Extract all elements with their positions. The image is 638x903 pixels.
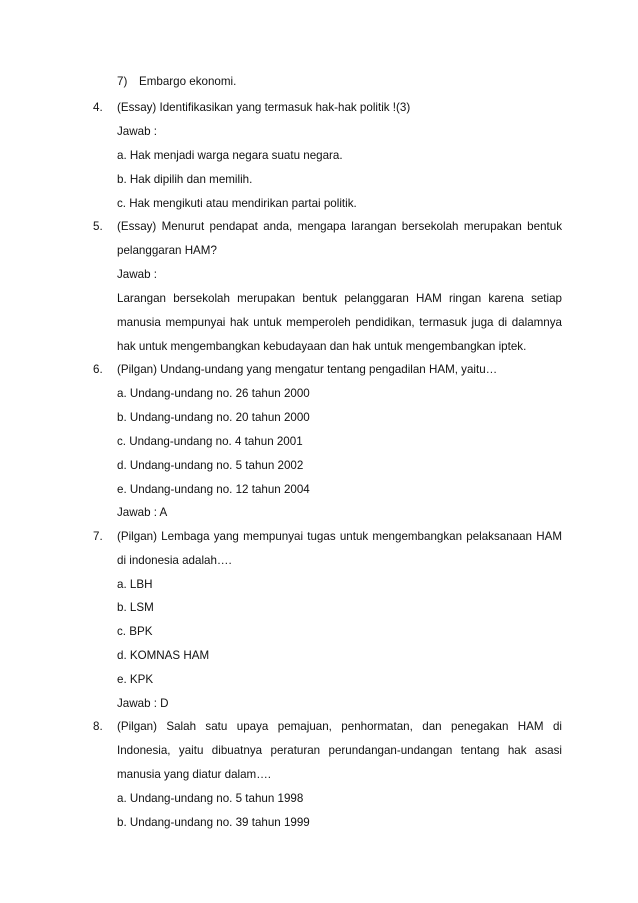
question-4-answer-label: Jawab : bbox=[117, 125, 157, 138]
question-7-text-line-1: (Pilgan) Lembaga yang mempunyai tugas untuk mengembangkan pelaksanaan HAM bbox=[117, 530, 562, 543]
question-5-answer-label: Jawab : bbox=[117, 268, 157, 281]
sub-item-text: Embargo ekonomi. bbox=[139, 75, 237, 88]
question-6-option-c: c. Undang-undang no. 4 tahun 2001 bbox=[117, 435, 303, 448]
sub-item-number: 7) bbox=[117, 75, 128, 88]
question-6-text: (Pilgan) Undang-undang yang mengatur tentang pengadilan HAM, yaitu… bbox=[117, 363, 498, 376]
question-7-option-e: e. KPK bbox=[117, 673, 154, 686]
question-7-number: 7. bbox=[93, 530, 103, 543]
question-5-answer-line-1: Larangan bersekolah merupakan bentuk pelanggaran HAM ringan karena setiap bbox=[117, 292, 562, 305]
question-7-option-d: d. KOMNAS HAM bbox=[117, 649, 210, 662]
question-8-option-b: b. Undang-undang no. 39 tahun 1999 bbox=[117, 816, 310, 829]
question-5-answer-line-3: hak untuk mengembangkan kebudayaan dan hak untuk mengembangkan iptek. bbox=[117, 340, 527, 353]
question-4-answer-b: b. Hak dipilih dan memilih. bbox=[117, 173, 253, 186]
question-4-text: (Essay) Identifikasikan yang termasuk hak-hak politik !(3) bbox=[117, 101, 411, 114]
question-5-text-line-2: pelanggaran HAM? bbox=[117, 244, 217, 257]
question-7-option-a: a. LBH bbox=[117, 578, 153, 591]
question-4-answer-a: a. Hak menjadi warga negara suatu negara. bbox=[117, 149, 343, 162]
question-7-option-c: c. BPK bbox=[117, 625, 153, 638]
question-6-answer: Jawab : A bbox=[117, 506, 168, 519]
question-8-number: 8. bbox=[93, 720, 103, 733]
question-7-option-b: b. LSM bbox=[117, 601, 154, 614]
question-6-option-d: d. Undang-undang no. 5 tahun 2002 bbox=[117, 459, 304, 472]
question-5-answer-line-2: manusia mempunyai hak untuk memperoleh pendidikan, termasuk juga di dalamnya bbox=[117, 316, 562, 329]
question-5-text-line-1: (Essay) Menurut pendapat anda, mengapa larangan bersekolah merupakan bentuk bbox=[117, 220, 562, 233]
question-6-number: 6. bbox=[93, 363, 103, 376]
question-8-text-line-2: Indonesia, yaitu dibuatnya peraturan perundangan-undangan tentang hak asasi bbox=[117, 744, 562, 757]
question-4-number: 4. bbox=[93, 101, 103, 114]
question-8-text-line-3: manusia yang diatur dalam…. bbox=[117, 768, 272, 781]
question-8-text-line-1: (Pilgan) Salah satu upaya pemajuan, penhormatan, dan penegakan HAM di bbox=[117, 720, 562, 733]
question-7-answer: Jawab : D bbox=[117, 697, 169, 710]
question-6-option-a: a. Undang-undang no. 26 tahun 2000 bbox=[117, 387, 310, 400]
question-6-option-b: b. Undang-undang no. 20 tahun 2000 bbox=[117, 411, 310, 424]
question-6-option-e: e. Undang-undang no. 12 tahun 2004 bbox=[117, 483, 310, 496]
question-7-text-line-2: di indonesia adalah…. bbox=[117, 554, 232, 567]
question-8-option-a: a. Undang-undang no. 5 tahun 1998 bbox=[117, 792, 304, 805]
question-4-answer-c: c. Hak mengikuti atau mendirikan partai politik. bbox=[117, 197, 357, 210]
question-5-number: 5. bbox=[93, 220, 103, 233]
